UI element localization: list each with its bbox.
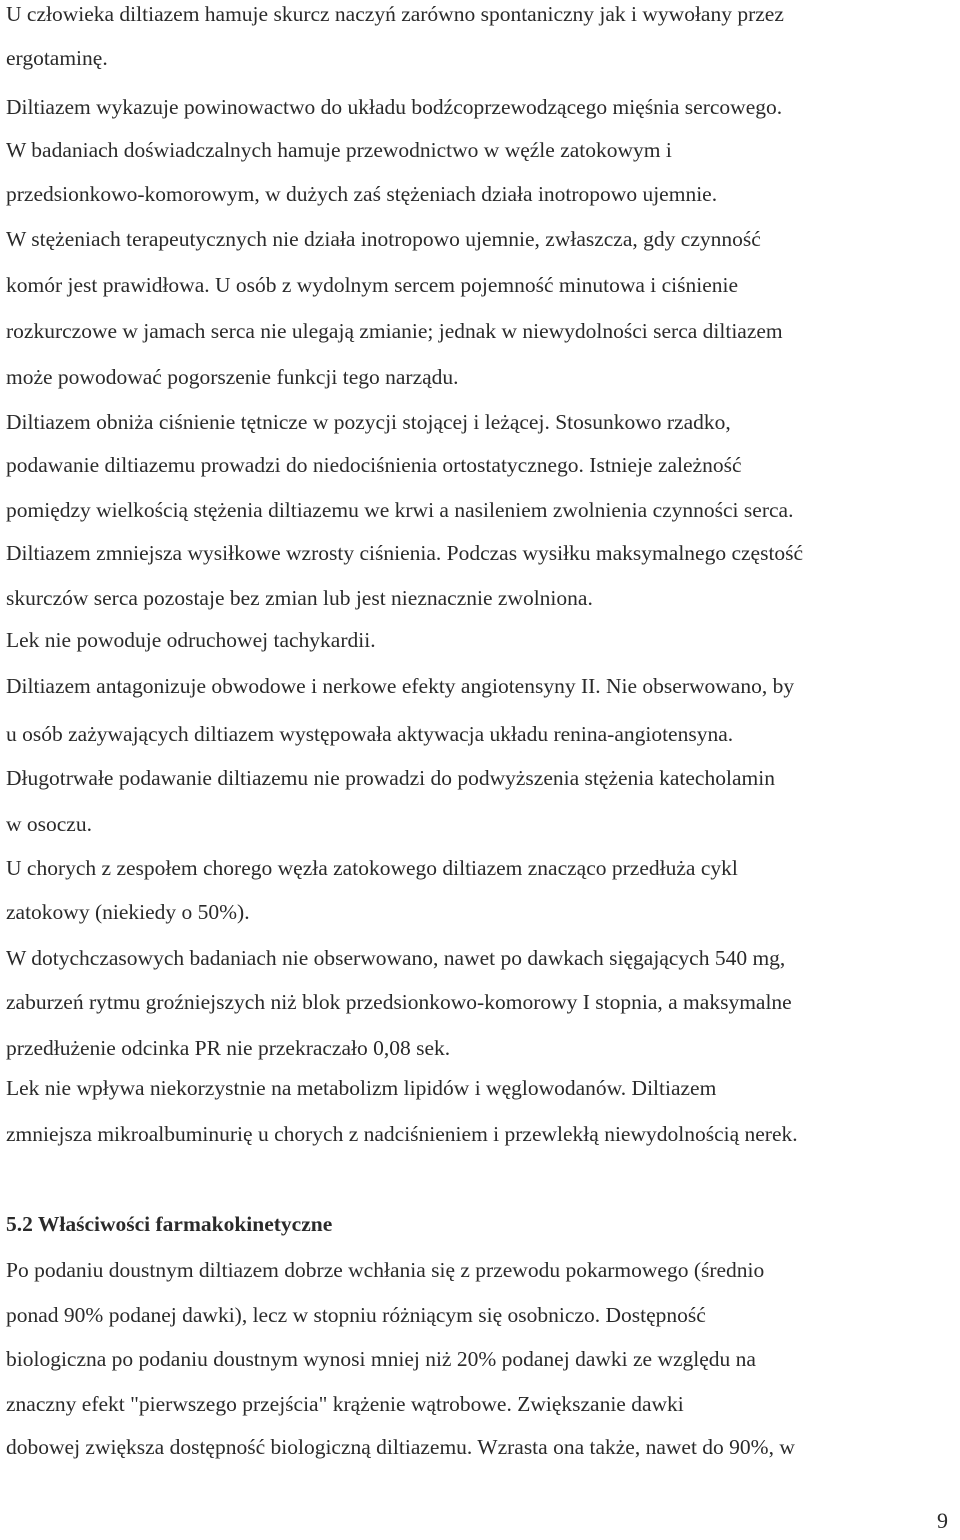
body-text-line: Lek nie powoduje odruchowej tachykardii.	[6, 628, 376, 652]
body-text-line: U chorych z zespołem chorego węzła zatokowego diltiazem znacząco przedłuża cykl	[6, 856, 738, 880]
body-text-line: W stężeniach terapeutycznych nie działa inotropowo ujemnie, zwłaszcza, gdy czynność	[6, 227, 761, 251]
body-text-line: W dotychczasowych badaniach nie obserwowano, nawet po dawkach sięgających 540 mg,	[6, 946, 786, 970]
body-text-line: zmniejsza mikroalbuminurię u chorych z nadciśnieniem i przewlekłą niewydolnością nerek.	[6, 1122, 798, 1146]
body-text-line: Długotrwałe podawanie diltiazemu nie prowadzi do podwyższenia stężenia katecholamin	[6, 766, 775, 790]
body-text-line: przedsionkowo-komorowym, w dużych zaś stężeniach działa inotropowo ujemnie.	[6, 182, 718, 206]
body-text-line: w osoczu.	[6, 812, 92, 836]
body-text-line: U człowieka diltiazem hamuje skurcz naczyń zarówno spontaniczny jak i wywołany przez	[6, 2, 784, 26]
body-text-line: rozkurczowe w jamach serca nie ulegają zmianie; jednak w niewydolności serca diltiazem	[6, 319, 783, 343]
body-text-line: komór jest prawidłowa. U osób z wydolnym sercem pojemność minutowa i ciśnienie	[6, 273, 739, 297]
section-heading: 5.2 Właściwości farmakokinetyczne	[6, 1212, 333, 1236]
body-text-line: podawanie diltiazemu prowadzi do niedociśnienia ortostatycznego. Istnieje zależność	[6, 453, 742, 477]
section-text-line: dobowej zwiększa dostępność biologiczną diltiazemu. Wzrasta ona także, nawet do 90%, w	[6, 1435, 795, 1459]
section-text-line: ponad 90% podanej dawki), lecz w stopniu różniącym się osobniczo. Dostępność	[6, 1303, 706, 1327]
body-text-line: skurczów serca pozostaje bez zmian lub jest nieznacznie zwolniona.	[6, 586, 593, 610]
body-text-line: zatokowy (niekiedy o 50%).	[6, 900, 250, 924]
body-text-line: Lek nie wpływa niekorzystnie na metabolizm lipidów i węglowodanów. Diltiazem	[6, 1076, 717, 1100]
section-text-line: znaczny efekt "pierwszego przejścia" krążenie wątrobowe. Zwiększanie dawki	[6, 1392, 684, 1416]
body-text-line: może powodować pogorszenie funkcji tego narządu.	[6, 365, 459, 389]
page-number: 9	[937, 1508, 948, 1533]
section-text-line: Po podaniu doustnym diltiazem dobrze wchłania się z przewodu pokarmowego (średnio	[6, 1258, 765, 1282]
body-text-line: pomiędzy wielkością stężenia diltiazemu we krwi a nasileniem zwolnienia czynności serca.	[6, 498, 794, 522]
body-text-line: Diltiazem obniża ciśnienie tętnicze w pozycji stojącej i leżącej. Stosunkowo rzadko,	[6, 410, 731, 434]
body-text-line: Diltiazem zmniejsza wysiłkowe wzrosty ciśnienia. Podczas wysiłku maksymalnego częstość	[6, 541, 804, 565]
body-text-line: przedłużenie odcinka PR nie przekraczało 0,08 sek.	[6, 1036, 451, 1060]
body-text-line: u osób zażywających diltiazem występowała aktywacja układu renina-angiotensyna.	[6, 722, 734, 746]
body-text-line: W badaniach doświadczalnych hamuje przewodnictwo w węźle zatokowym i	[6, 138, 672, 162]
body-text-line: Diltiazem antagonizuje obwodowe i nerkowe efekty angiotensyny II. Nie obserwowano, by	[6, 674, 795, 698]
body-text-line: zaburzeń rytmu groźniejszych niż blok przedsionkowo-komorowy I stopnia, a maksymalne	[6, 990, 792, 1014]
body-text-line: ergotaminę.	[6, 46, 108, 70]
section-text-line: biologiczna po podaniu doustnym wynosi mniej niż 20% podanej dawki ze względu na	[6, 1347, 756, 1371]
body-text-line: Diltiazem wykazuje powinowactwo do układu bodźcoprzewodzącego mięśnia sercowego.	[6, 95, 783, 119]
